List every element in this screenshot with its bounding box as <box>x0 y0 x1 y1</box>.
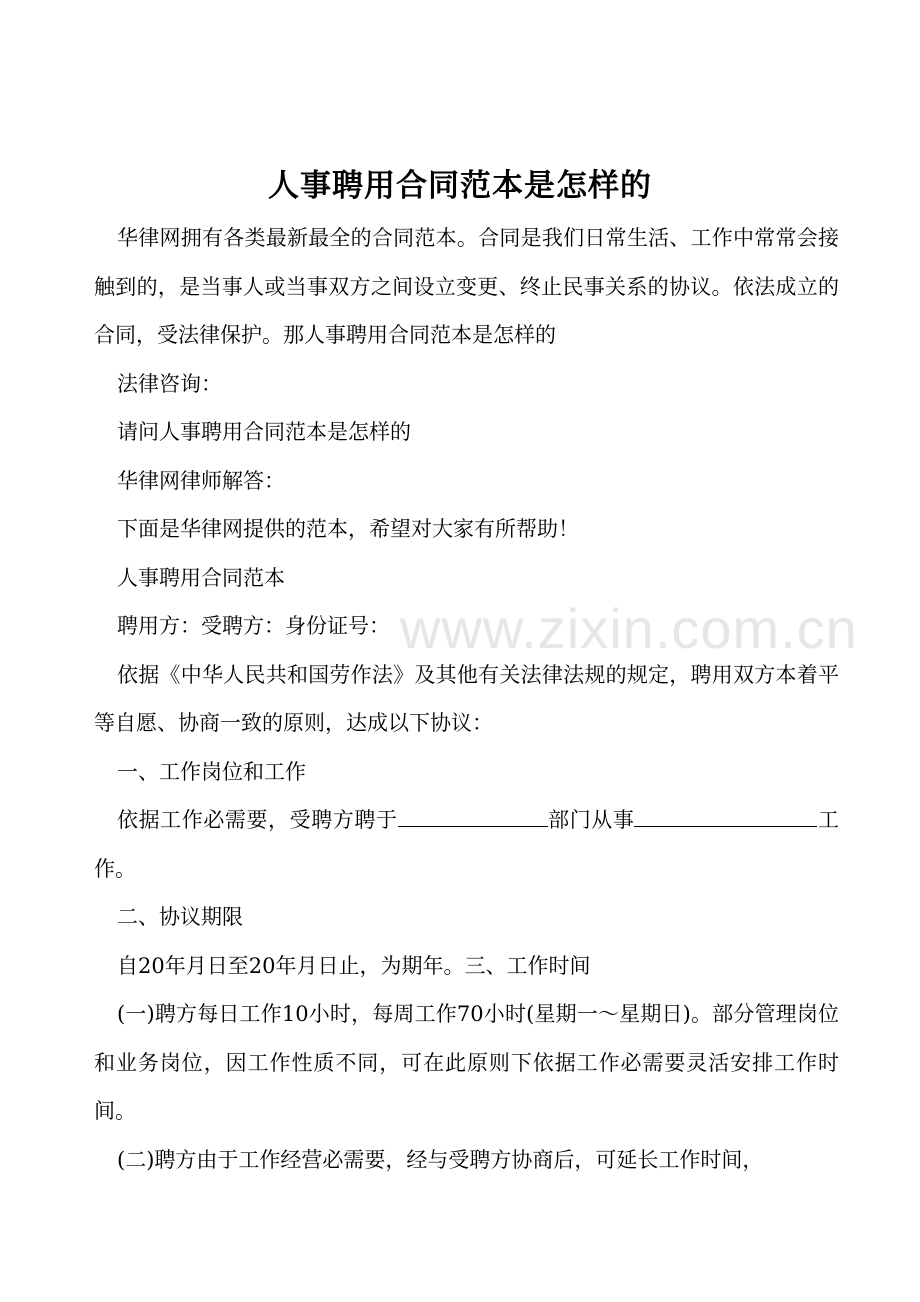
consult-heading: 法律咨询： <box>117 371 222 396</box>
department-blank-line <box>398 806 548 827</box>
answer-intro-paragraph: 下面是华律网提供的范本，希望对大家有所帮助！ <box>117 517 579 541</box>
job-clause-text-3: 工作。 <box>94 808 840 881</box>
term-paragraph: 自20年月日至20年月日止，为期年。三、工作时间 <box>117 953 591 978</box>
job-blank-line <box>634 806 817 827</box>
work-hours-paragraph: (一)聘方每日工作10小时，每周工作70小时(星期一～星期日)。部分管理岗位和业务岗位，因工作性质不同，可在此原则下依据工作必需要灵活安排工作时间。 <box>94 1002 839 1123</box>
intro-paragraph: 华律网拥有各类最新最全的合同范本。合同是我们日常生活、工作中常常会接触到的，是当事人或当事双方之间设立变更、终止民事关系的协议。依法成立的合同，受法律保护。那人事聘用合同范本是怎样的 <box>94 226 839 347</box>
section-2-heading: 二、协议期限 <box>117 905 243 929</box>
legal-basis-paragraph: 依据《中华人民共和国劳作法》及其他有关法律法规的规定，聘用双方本着平等自愿、协商一致的原则，达成以下协议： <box>94 662 839 735</box>
section-1-heading: 一、工作岗位和工作 <box>117 759 306 784</box>
watermark: www.zixin.com.cn <box>400 597 858 660</box>
overtime-paragraph: (二)聘方由于工作经营必需要，经与受聘方协商后，可延长工作时间， <box>117 1147 764 1172</box>
contract-heading: 人事聘用合同范本 <box>117 565 285 590</box>
job-clause-text-2: 部门从事 <box>547 808 635 832</box>
job-clause-paragraph <box>94 796 839 893</box>
job-clause-text-1: 依据工作必需要，受聘方聘于 <box>117 808 398 832</box>
question-paragraph: 请问人事聘用合同范本是怎样的 <box>117 420 411 444</box>
document-title: 人事聘用合同范本是怎样的 <box>268 168 652 204</box>
parties-line: 聘用方：受聘方：身份证号： <box>117 614 390 638</box>
answer-heading: 华律网律师解答： <box>117 468 285 493</box>
document-body <box>94 214 839 1184</box>
